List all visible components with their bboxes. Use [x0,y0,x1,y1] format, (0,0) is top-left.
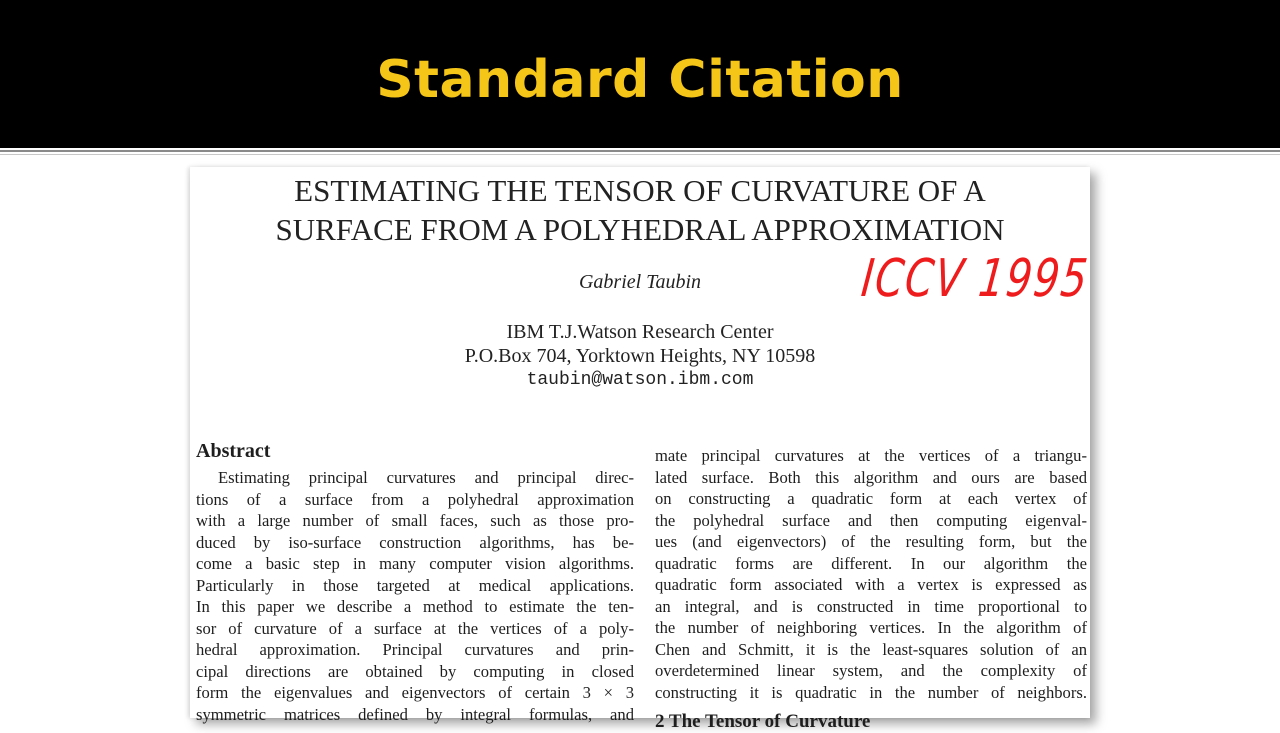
body-text-line: sor of curvature of a surface at the vertices of a poly- [196,618,634,638]
affiliation-line: IBM T.J.Watson Research Center [506,321,774,343]
paper-page-image [190,167,1092,732]
section-heading: 2 The Tensor of Curvature [655,711,871,732]
author-email: taubin@watson.ibm.com [526,370,754,390]
body-text-line: the polyhedral surface and then computing eigenval- [655,510,1087,530]
body-text-line: In this paper we describe a method to estimate the ten- [196,597,634,616]
body-text-line: Particularly in those targeted at medical applications. [196,575,634,595]
body-text-line: ues (and eigenvectors) of the resulting form, but the [655,532,1087,551]
paper-title-line: SURFACE FROM A POLYHEDRAL APPROXIMATION [275,212,1005,247]
body-text-line: quadratic forms are different. In our algorithm the [655,553,1087,573]
body-text-line: Chen and Schmitt, it is the least-squares solution of an [655,639,1087,659]
paper-author: Gabriel Taubin [578,271,702,293]
title-divider [0,150,1280,152]
body-text-line: on constructing a quadratic form at each vertex of [655,489,1087,508]
body-text-line: symmetric matrices defined by integral formulas, and [196,704,634,724]
body-text-line: with a large number of small faces, such as those pro- [196,511,634,530]
body-text-line: cipal directions are obtained by computing in closed [196,661,634,681]
title-divider-thin [0,154,1280,155]
abstract-column-left [196,439,634,725]
body-text-line: hedral approximation. Principal curvatures and prin- [196,640,634,659]
body-text-line: quadratic form associated with a vertex is expressed as [655,575,1087,594]
affiliation-line: P.O.Box 704, Yorktown Heights, NY 10598 [464,345,816,367]
body-text-line: an integral, and is constructed in time proportional to [655,596,1087,616]
body-text-line: duced by iso-surface construction algorithms, has be- [196,532,634,552]
body-text-line: mate principal curvatures at the vertices of a triangu- [655,446,1087,465]
abstract-heading: Abstract [196,440,271,462]
abstract-column-right [655,445,1087,733]
body-text-line: the number of neighboring vertices. In the algorithm of [655,618,1087,637]
body-text-line: lated surface. Both this algorithm and ours are based [655,467,1087,487]
body-text-line: overdetermined linear system, and the complexity of [655,661,1087,680]
body-text-line: tions of a surface from a polyhedral approximation [196,489,634,509]
body-text-line: Estimating principal curvatures and principal direc- [218,468,634,487]
body-text-line: come a basic step in many computer vision algorithms. [196,554,634,573]
paper-title [190,171,1090,249]
body-text-line: constructing it is quadratic in the number of neighbors. [655,682,1087,702]
paper-affiliation [190,320,1090,392]
paper-title-line: ESTIMATING THE TENSOR OF CURVATURE OF A [294,173,986,208]
venue-annotation: ICCV 1995 [858,249,1092,309]
body-text-line: form the eigenvalues and eigenvectors of certain 3 × 3 [196,683,634,702]
slide-title: Standard Citation [376,50,904,110]
